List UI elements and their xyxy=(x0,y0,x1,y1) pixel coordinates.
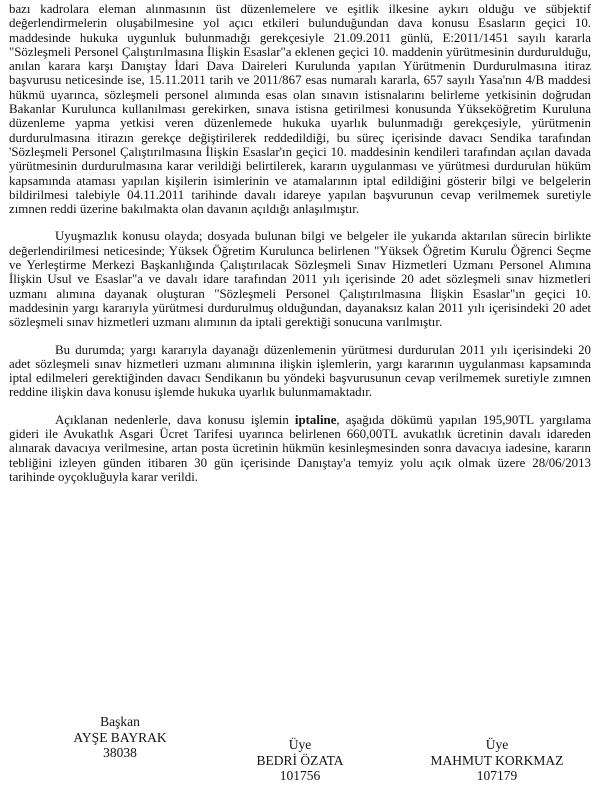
verdict-lead-text: Açıklanan nedenlerle, dava konusu işlemin xyxy=(55,412,295,427)
decision-body xyxy=(9,2,591,484)
signature-name: MAHMUT KORKMAZ xyxy=(430,752,564,768)
signature-name: AYŞE BAYRAK xyxy=(73,729,167,745)
signature-title: Üye xyxy=(288,737,312,752)
paragraph-assessment: Uyuşmazlık konusu olayda; dosyada bulunan bilgi ve belgeler ile yukarıda aktarılan sürecin birlikte değerlendirilmesi neticesinde; Yüksek Öğretim Kurulunca belirlenen "Yüksek Öğretim Kurulu Öğrenci Seçme ve Yerleştirme Merkezi Başkanlığında Çalıştırılacak Sözleşmeli Sınav Hizmetleri Uzmanı Personel Alımına İlişkin Usul ve Esaslar"a ve davalı idare tarafından 2011 yılı içerisinde 20 adet sözleşmeli sınav hizmetleri uzmanı alımına dayanak oluşturan "Sözleşmeli Personel Çalıştırılmasına İlişkin Esaslar"ın geçici 10. maddesinin yargı kararıyla yürütmesi durdurulmuş olduğundan, dayanaksız kalan 2011 yılı içerisindeki 20 adet sözleşmeli sınav hizmetleri uzmanı alımının da iptali gerektiği sonucuna varılmıştır. xyxy=(9,229,591,330)
signature-number: 101756 xyxy=(279,768,321,783)
signature-block-president xyxy=(40,714,200,761)
verdict-tail-text: , aşağıda dökümü yapılan 195,90TL yargılama gideri ile Avukatlık Asgari Ücret Tarifesi uyarınca belirlenen 660,00TL avukatlık ücretinin davalı idareden alınarak davacıya verilmesine, artan posta ücretinin hükmün kesinleşmesinden sonra davacıya iadesine, kararın tebliğini izleyen günden itibaren 30 gün içerisinde Danıştay'a temyiz yolu açık olmak üzere 28/06/2013 tarihinde oyçokluğuyla karar verildi. xyxy=(9,412,591,484)
signature-title: Başkan xyxy=(100,714,140,729)
paragraph-verdict xyxy=(9,413,591,484)
verdict-keyword: iptaline xyxy=(294,412,337,427)
paragraph-background: bazı kadrolara eleman alınmasının üst düzenlemelere ve eşitlik ilkesine aykırı olduğu ve sübjektif değerlendirmelerin oluşabilmesine yol açıcı etkileri bulunduğundan dava konusu Esasların geçici 10. maddesinde hukuka uygunluk bulunmadığı gerekçesiyle 21.09.2011 günlü, E:2011/1451 sayılı kararla "Sözleşmeli Personel Çalıştırılmasına İlişkin Esaslar"a eklenen geçici 10. maddenin yürütmesinin durdurulduğu, anılan karara karşı Danıştay İdari Dava Daireleri Kurulunda yapılan Yürütmenin Durdurulmasına itiraz başvurusu neticesinde ise, 15.11.2011 tarih ve 2011/867 esas numaralı kararla, 657 sayılı Yasa'nın 4/B maddesi hükmü uyarınca, sözleşmeli personel alımında esas olan sınavın istisnalarını belirleme yetkisinin doğrudan Bakanlar Kurulunca kullanılması gerekirken, sınava istisna getirilmesi konusunda Yükseköğretim Kuruluna düzenleme yapma yetkisi veren düzenlemede hukuka uyarlık bulunmadığı gerekçesiyle, yürütmenin durdurulmasına itirazın gerekçe değiştirilerek reddedildiği, bu süreç içerisinde davacı Sendika tarafından 'Sözleşmeli Personel Çalıştırılmasına İlişkin Esaslar'ın geçici 10. maddesinin kendileri tarafından açılan davada yürütmesinin durdurulmasına karar verildiği belirtilerek, kararın uygulanması ve yürütmesi durdurulan hüküm kapsamında ataması yapılan kişilerin isimlerinin ve atamalarının iptal edildiğini gösterir bilgi ve belgelerin bildirilmesi talebiyle 04.11.2011 tarihinde davalı idareye yapılan başvurunun cevap verilmemek suretiyle zımnen reddi üzerine bakılmakta olan davanın açıldığı anlaşılmıştır. xyxy=(9,2,591,217)
signature-number: 38038 xyxy=(103,745,137,760)
signature-title: Üye xyxy=(485,737,509,752)
signature-name: BEDRİ ÖZATA xyxy=(256,752,344,768)
signature-number: 107179 xyxy=(476,768,518,783)
signature-block-member-2 xyxy=(412,737,582,784)
signature-block-member-1 xyxy=(220,737,380,784)
paragraph-conclusion: Bu durumda; yargı kararıyla dayanağı düzenlemenin yürütmesi durdurulan 2011 yılı içerisindeki 20 adet sözleşmeli sınav hizmetleri uzmanı alımınına ilişkin işlemlerin, yargı kararının uygulanması kapsamında iptal edilmeleri gerektiğinden davacı Sendikanın bu yöndeki başvurusunun cevap verilmemek suretiyle zımnen reddine ilişkin dava konusu işlemde hukuka uyarlık bulunmamaktadır. xyxy=(9,342,591,400)
